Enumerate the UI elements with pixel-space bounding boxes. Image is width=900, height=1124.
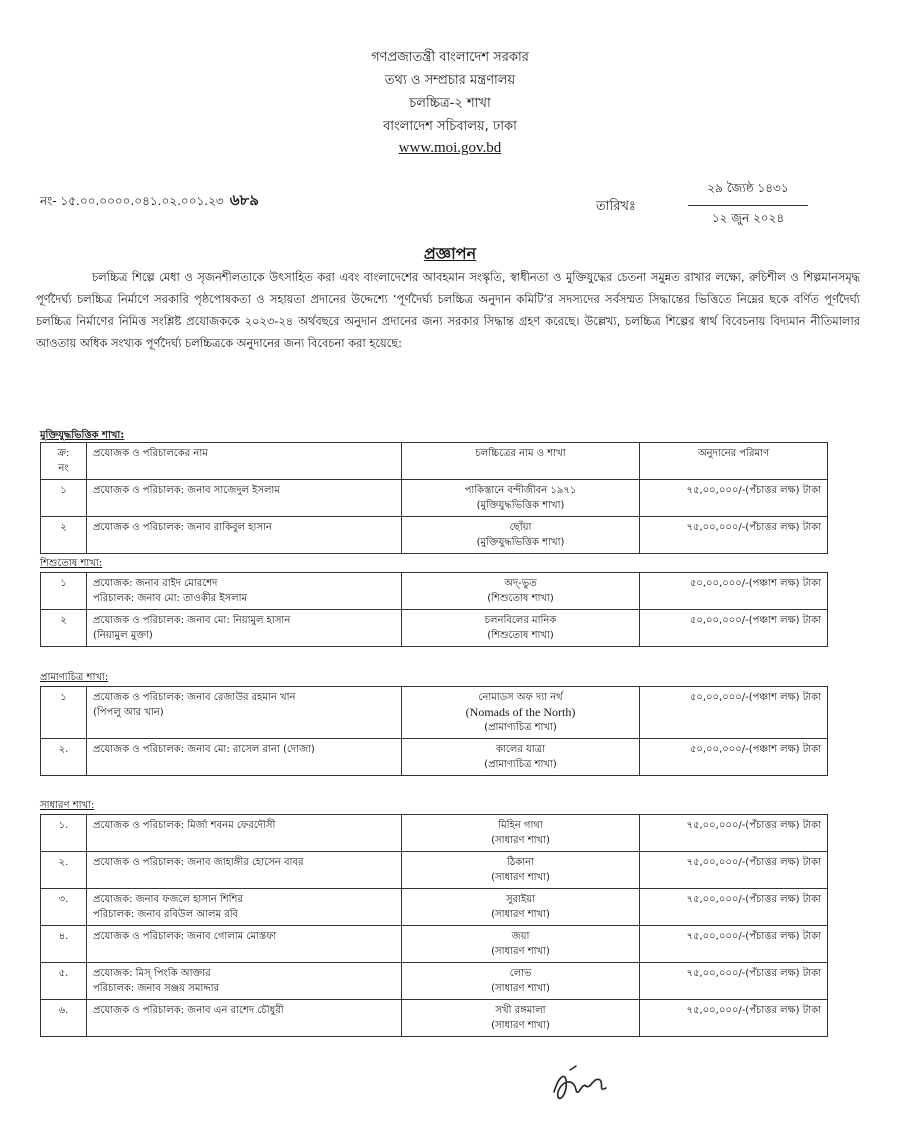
film-branch: (সাধারণ শাখা) [491, 835, 550, 846]
serial-cell: ১ [41, 687, 87, 739]
film-branch: (প্রামাণ্যচিত্র শাখা) [484, 759, 557, 770]
producer-line: প্রযোজক ও পরিচালক: জনাব এন রাশেদ চৌধুরী [93, 1005, 284, 1016]
producer-line: প্রযোজক ও পরিচালক: জনাব রাকিবুল হাসান [93, 522, 272, 533]
producer-line: পরিচালক: জনাব রবিউল আলম রবি [93, 909, 239, 920]
table-row [41, 610, 828, 647]
amount-cell: ৭৫,০০,০০০/-(পঁচাত্তর লক্ষ) টাকা [640, 815, 828, 852]
amount-cell: ৭৫,০০,০০০/-(পঁচাত্তর লক্ষ) টাকা [640, 1000, 828, 1037]
grant-table-general [40, 814, 828, 1037]
amount-cell: ৭৫,০০,০০০/-(পঁচাত্তর লক্ষ) টাকা [640, 517, 828, 554]
film-branch: (প্রামাণ্যচিত্র শাখা) [484, 722, 557, 733]
reference-number: নং- ১৫.০০.০০০০.০৪১.০২.০০১.২৩ [40, 194, 224, 208]
date-bangla: ২৯ জ্যৈষ্ঠ ১৪৩১ [707, 181, 789, 195]
serial-cell: ২. [41, 852, 87, 889]
amount-cell: ৭৫,০০,০০০/-(পঁচাত্তর লক্ষ) টাকা [640, 963, 828, 1000]
film-branch: (সাধারণ শাখা) [491, 909, 550, 920]
film-branch: (শিশুতোষ শাখা) [487, 593, 554, 604]
producer-line: প্রযোজক ও পরিচালক: জনাব মো: রাসেল রানা (দোজা) [93, 744, 315, 755]
film-cell [402, 739, 640, 776]
website-link[interactable]: www.moi.gov.bd [398, 140, 502, 156]
amount-cell: ৫০,০০,০০০/-(পঞ্চাশ লক্ষ) টাকা [640, 739, 828, 776]
table-row [41, 889, 828, 926]
film-title: মিহিন গাথা [498, 820, 543, 831]
film-cell [402, 687, 640, 739]
producer-line: (নিয়ামুল মুক্তা) [93, 630, 153, 641]
producer-cell [87, 852, 402, 889]
producer-line: প্রযোজক ও পরিচালক: জনাব সাজেদুল ইসলাম [93, 485, 280, 496]
producer-line: প্রযোজক: জনাব ফজলে হাসান শিশির [93, 894, 243, 905]
amount-cell: ৫০,০০,০০০/-(পঞ্চাশ লক্ষ) টাকা [640, 687, 828, 739]
producer-line: (পিপলু আর খান) [93, 707, 164, 718]
office-address: বাংলাদেশ সচিবালয়, ঢাকা [383, 119, 517, 134]
producer-header: প্রযোজক ও পরিচালকের নাম [87, 443, 402, 480]
table-row [41, 963, 828, 1000]
section-title: সাধারণ শাখা: [40, 800, 95, 811]
serial-header [41, 443, 87, 480]
notice-title: প্রজ্ঞাপন [423, 244, 477, 263]
table-row [41, 687, 828, 739]
notice-body: চলচ্চিত্র শিল্পে মেধা ও সৃজনশীলতাকে উৎসাহিত করা এবং বাংলাদেশের আবহমান সংস্কৃতি, স্বাধীনতা ও মুক্তিযুদ্ধের চেতনা সমুন্নত রাখার লক্ষ্যে, রুচিশীল ও শিল্পমানসমৃদ্ধ পূর্ণদৈর্ঘ্য চলচ্চিত্র নির্মাণে সরকারি পৃষ্ঠপোষকতা ও সহায়তা প্রদানের উদ্দেশ্যে ‘পূর্ণদৈর্ঘ্য চলচ্চিত্র অনুদান কমিটি’র সদস্যদের সর্বসম্মত সিদ্ধান্তের ভিত্তিতে নিম্নের ছকে বর্ণিত পূর্ণদৈর্ঘ্য চলচ্চিত্র নির্মাণের নিমিত্ত সংশ্লিষ্ট প্রযোজককে ২০২৩-২৪ অর্থবছরে অনুদান প্রদানের জন্য সরকার সিদ্ধান্ত গ্রহণ করেছে। উল্লেখ্য, চলচ্চিত্র শিল্পের স্বার্থ বিবেচনায় বিদ্যমান নীতিমালার আওতায় অধিক সংখ্যক পূর্ণদৈর্ঘ্য চলচ্চিত্রকে অনুদানের জন্য বিবেচনা করা হয়েছে: [36, 270, 860, 350]
grant-table-children [40, 572, 828, 647]
serial-header-line2: নং [58, 463, 69, 474]
producer-cell [87, 687, 402, 739]
film-branch: (শিশুতোষ শাখা) [487, 630, 554, 641]
film-title: চলনবিলের মানিক [484, 615, 557, 626]
film-title: কালের যাত্রা [496, 744, 545, 755]
producer-cell [87, 926, 402, 963]
film-title: জয়া [511, 931, 530, 942]
serial-cell: ২. [41, 739, 87, 776]
grant-table-liberation-war [40, 442, 828, 554]
film-title-english: (Nomads of the North) [465, 705, 576, 719]
film-branch: (মুক্তিযুদ্ধভিত্তিক শাখা) [476, 500, 565, 511]
table-row [41, 852, 828, 889]
table-row [41, 573, 828, 610]
serial-cell: ৬. [41, 1000, 87, 1037]
handwritten-reference: ৬৮৯ [229, 191, 259, 209]
producer-line: প্রযোজক ও পরিচালক: জনাব রেজাউর রহমান খান [93, 692, 296, 703]
branch-name: চলচ্চিত্র-২ শাখা [409, 96, 491, 111]
film-title: সুরাইয়া [506, 894, 535, 905]
film-branch: (সাধারণ শাখা) [491, 983, 550, 994]
producer-line: প্রযোজক ও পরিচালক: জনাব জাহাঙ্গীর হোসেন বাবর [93, 857, 304, 868]
amount-cell: ৭৫,০০,০০০/-(পঁচাত্তর লক্ষ) টাকা [640, 480, 828, 517]
producer-cell [87, 1000, 402, 1037]
amount-cell: ৭৫,০০,০০০/-(পঁচাত্তর লক্ষ) টাকা [640, 852, 828, 889]
film-title: পাকিস্তানে বন্দীজীবন ১৯৭১ [464, 485, 577, 496]
section-title: মুক্তিযুদ্ধভিত্তিক শাখা: [40, 430, 125, 441]
film-cell [402, 963, 640, 1000]
producer-line: প্রযোজক ও পরিচালক: জনাব মো: নিয়ামুল হাসান [93, 615, 291, 626]
film-header: চলচ্চিত্রের নাম ও শাখা [402, 443, 640, 480]
film-cell [402, 480, 640, 517]
producer-cell [87, 573, 402, 610]
serial-cell: ২ [41, 517, 87, 554]
amount-cell: ৭৫,০০,০০০/-(পঁচাত্তর লক্ষ) টাকা [640, 926, 828, 963]
date-label: তারিখঃ [596, 199, 636, 214]
producer-line: প্রযোজক ও পরিচালক: জনাব গোলাম মোস্তফা [93, 931, 277, 942]
film-cell [402, 517, 640, 554]
serial-cell: ২ [41, 610, 87, 647]
section-title: শিশুতোষ শাখা: [40, 558, 103, 569]
film-title: ছোঁয়া [509, 522, 532, 533]
film-cell [402, 573, 640, 610]
table-header-row [41, 443, 828, 480]
section-title: প্রামাণ্যচিত্র শাখা: [40, 672, 109, 683]
film-title: সখী রঙ্গমালা [495, 1005, 546, 1016]
film-cell [402, 852, 640, 889]
film-title: লোভ [509, 968, 532, 979]
producer-cell [87, 889, 402, 926]
film-cell [402, 926, 640, 963]
producer-cell [87, 963, 402, 1000]
producer-cell [87, 610, 402, 647]
producer-line: প্রযোজক ও পরিচালক: মির্জা শবনম ফেরদৌসী [93, 820, 276, 831]
producer-line: পরিচালক: জনাব মো: তাওকীর ইসলাম [93, 593, 248, 604]
memo-date [688, 180, 808, 230]
film-cell [402, 1000, 640, 1037]
memo-reference [40, 189, 259, 214]
serial-cell: ৪. [41, 926, 87, 963]
producer-line: পরিচালক: জনাব সঞ্জয় সমাদ্দার [93, 983, 220, 994]
table-row [41, 815, 828, 852]
table-row [41, 739, 828, 776]
table-row [41, 926, 828, 963]
amount-header: অনুদানের পরিমাণ [640, 443, 828, 480]
signature [550, 1062, 610, 1106]
serial-cell: ১ [41, 573, 87, 610]
producer-cell [87, 480, 402, 517]
serial-cell: ৫. [41, 963, 87, 1000]
grant-table-documentary [40, 686, 828, 776]
table-row [41, 1000, 828, 1037]
table-row [41, 480, 828, 517]
film-cell [402, 610, 640, 647]
date-english: ১২ জুন ২০২৪ [711, 211, 785, 225]
table-row [41, 517, 828, 554]
producer-cell [87, 815, 402, 852]
film-cell [402, 889, 640, 926]
film-cell [402, 815, 640, 852]
producer-cell [87, 739, 402, 776]
serial-cell: ৩. [41, 889, 87, 926]
producer-cell [87, 517, 402, 554]
film-branch: (সাধারণ শাখা) [491, 1020, 550, 1031]
govt-name: গণপ্রজাতন্ত্রী বাংলাদেশ সরকার [371, 50, 529, 65]
amount-cell: ৫০,০০,০০০/-(পঞ্চাশ লক্ষ) টাকা [640, 610, 828, 647]
serial-cell: ১. [41, 815, 87, 852]
amount-cell: ৫০,০০,০০০/-(পঞ্চাশ লক্ষ) টাকা [640, 573, 828, 610]
film-branch: (সাধারণ শাখা) [491, 946, 550, 957]
ministry-name: তথ্য ও সম্প্রচার মন্ত্রণালয় [384, 73, 516, 88]
film-title: নোমাডস অফ দ্যা নর্থ [478, 692, 563, 703]
producer-line: প্রযোজক: জনাব রাইদ মোরশেদ [93, 578, 218, 589]
serial-header-line1: ক্র: [57, 448, 70, 459]
film-branch: (মুক্তিযুদ্ধভিত্তিক শাখা) [476, 537, 565, 548]
producer-line: প্রযোজক: মিস্ পিংকি আক্তার [93, 968, 211, 979]
film-title: অদ্-ভুত [504, 578, 537, 589]
film-branch: (সাধারণ শাখা) [491, 872, 550, 883]
date-divider [688, 205, 808, 206]
serial-cell: ১ [41, 480, 87, 517]
film-title: ঠিকানা [507, 857, 534, 868]
amount-cell: ৭৫,০০,০০০/-(পঁচাত্তর লক্ষ) টাকা [640, 889, 828, 926]
